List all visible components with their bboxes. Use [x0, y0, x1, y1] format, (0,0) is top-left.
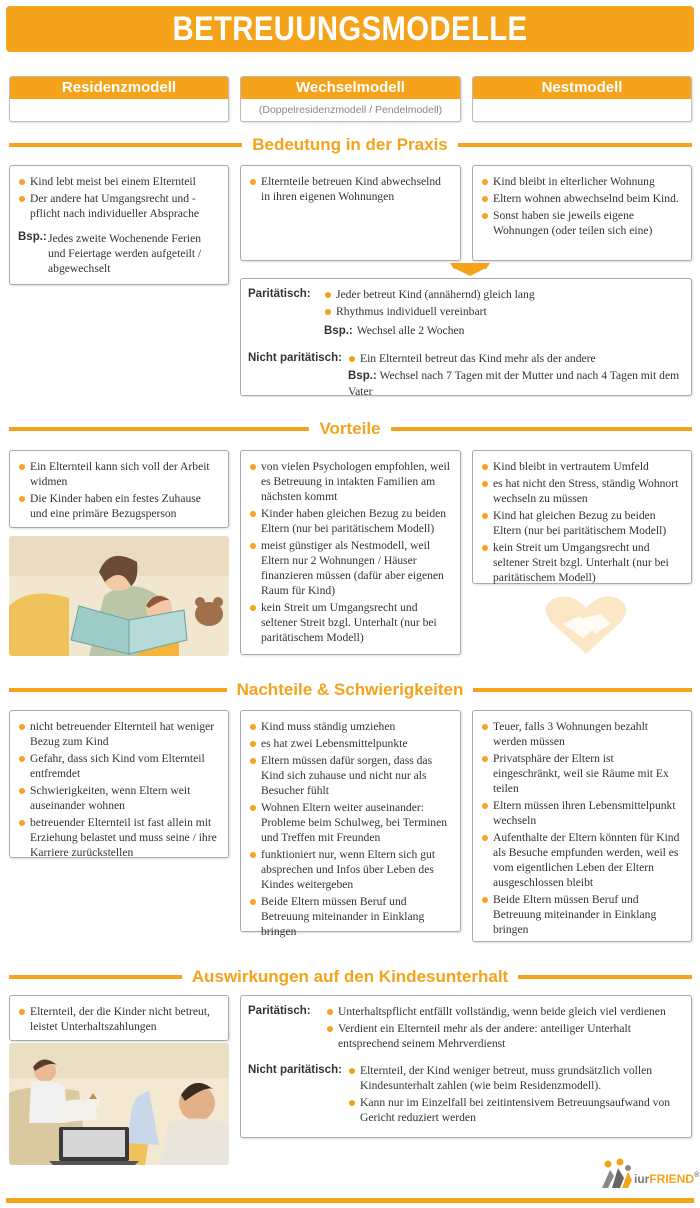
praxis-wechsel-box: [240, 165, 461, 261]
heart-handshake-icon: [543, 594, 629, 658]
reading-illustration-icon: [9, 536, 229, 656]
section-vorteile-title: Vorteile: [309, 419, 390, 438]
list-item: Beide Eltern müssen Beruf und Betreuung miteinander in Einklang bringen: [481, 892, 683, 937]
vorteile-residenz-box: [9, 450, 229, 528]
list-item: Teuer, falls 3 Wohnungen bezahlt werden müssen: [481, 719, 683, 749]
list-item: Kind hat gleichen Bezug zu beiden Eltern (nur bei paritätischem Modell): [481, 508, 683, 538]
nicht-paritaet-row: [248, 351, 684, 399]
list-item: Privatsphäre der Eltern ist eingeschränkt, weil sie Räume mit Ex teilen: [481, 751, 683, 796]
list-item: Kind bleibt in elterlicher Wohnung: [481, 174, 683, 189]
list-item: betreuender Elternteil ist fast allein mit Erziehung belastet und muss seine / ihre Karriere zurückstellen: [18, 815, 220, 860]
list-item: Eltern müssen dafür sorgen, dass das Kind sich zuhause und nicht nur als Besucher fühlt: [249, 753, 452, 798]
mother-child-reading-illustration: [9, 536, 229, 656]
list-item: Ein Elternteil kann sich voll der Arbeit widmen: [18, 459, 220, 489]
example-label: Bsp.:: [18, 231, 47, 243]
section-praxis-wrap: [0, 134, 700, 156]
section-unterhalt-title: Auswirkungen auf den Kindesunterhalt: [182, 967, 518, 986]
unterhalt-wechsel-box: [240, 995, 692, 1138]
list-item: Elternteil, der die Kinder nicht betreut, leistet Unterhaltszahlungen: [18, 1004, 220, 1034]
example-label: Bsp.:: [324, 325, 353, 337]
list-item: Kann nur im Einzelfall bei zeitintensivem Betreuungsaufwand von Gericht reduziert werden: [348, 1095, 684, 1125]
logo-text-b: FRIEND: [649, 1172, 695, 1186]
nicht-paritaet-label: Nicht paritätisch:: [248, 352, 342, 364]
unterhalt-nicht-paritaet-row: [248, 1063, 684, 1127]
paritaet-example: [324, 321, 535, 339]
list-item: kein Streit um Umgangsrecht und seltener Streit bzgl. Unterhalt (nur bei paritätischem Modell): [249, 600, 452, 645]
nachteile-nest-box: [472, 710, 692, 942]
list-item: kein Streit um Umgangsrecht und seltener Streit bzgl. Unterhalt (nur bei paritätischem Modell): [481, 540, 683, 585]
example-text: Wechsel alle 2 Wochen: [356, 324, 465, 337]
example-text: Jedes zweite Wochenende Ferien und Feiertage werden aufgeteilt / abgewechselt: [48, 232, 202, 275]
list-item: Jeder betreut Kind (annähernd) gleich lang: [324, 287, 535, 302]
list-item: Elternteile betreuen Kind abwechselnd in ihren eigenen Wohnungen: [249, 174, 452, 204]
bottom-bar: [6, 1198, 694, 1203]
model-residenz-name: Residenzmodell: [10, 77, 228, 99]
list-item: Kind muss ständig umziehen: [249, 719, 452, 734]
model-residenz: [9, 76, 229, 122]
list-item: Wohnen Eltern weiter auseinander: Probleme beim Schulweg, bei Terminen und Treffen mit Freunden: [249, 800, 452, 845]
model-wechsel-sub: (Doppelresidenzmodell / Pendelmodell): [258, 104, 443, 116]
list-item: Beide Eltern müssen Beruf und Betreuung miteinander in Einklang bringen: [249, 894, 452, 939]
man-laptop-dog-illustration: [9, 1043, 229, 1165]
model-nest: [472, 76, 692, 122]
logo-figures-icon: [600, 1158, 634, 1190]
nachteile-wechsel-box: [240, 710, 461, 938]
list-item: Unterhaltspflicht entfällt vollständig, wenn beide gleich viel verdienen: [326, 1004, 684, 1019]
unterhalt-paritaet-row: [248, 1004, 684, 1053]
model-wechsel: [240, 76, 461, 122]
praxis-residenz-example: [18, 231, 220, 276]
praxis-nest-box: [472, 165, 692, 261]
list-item: von vielen Psychologen empfohlen, weil es Betreuung in intakten Familien am nächsten kommt: [249, 459, 452, 504]
wechsel-detail-box: [240, 278, 692, 396]
unterhalt-nicht-paritaet-label: Nicht paritätisch:: [248, 1064, 342, 1076]
logo-text: [634, 1172, 699, 1186]
section-nachteile-wrap: [0, 679, 700, 701]
iurfriend-logo: [600, 1158, 700, 1192]
list-item: Aufenthalte der Eltern könnten für Kind als Besuche empfunden werden, weil es vom eigentlichen Leben der Eltern ausgeschlossen bleibt: [481, 830, 683, 890]
laptop-illustration-icon: [9, 1043, 229, 1165]
logo-mark: ®: [694, 1172, 700, 1179]
list-item: Kind lebt meist bei einem Elternteil: [18, 174, 220, 189]
list-item: Die Kinder haben ein festes Zuhause und eine primäre Bezugsperson: [18, 491, 220, 521]
example-text: Wechsel nach 7 Tagen mit der Mutter und nach 4 Tagen mit dem Vater: [348, 369, 680, 398]
list-item: Eltern wohnen abwechselnd beim Kind.: [481, 191, 683, 206]
list-item: Rhythmus individuell vereinbart: [324, 304, 535, 319]
paritaet-row: [248, 287, 684, 339]
list-item: es hat nicht den Stress, ständig Wohnort wechseln zu müssen: [481, 476, 683, 506]
unterhalt-residenz-box: [9, 995, 229, 1041]
unterhalt-paritaet-label: Paritätisch:: [248, 1005, 311, 1017]
example-label: Bsp.:: [348, 370, 377, 382]
section-praxis-title: Bedeutung in der Praxis: [242, 135, 458, 154]
vorteile-wechsel-box: [240, 450, 461, 655]
list-item: Elternteil, der Kind weniger betreut, muss grundsätzlich vollen Kindesunterhalt zahlen (wie beim Residenzmodell).: [348, 1063, 684, 1093]
nicht-paritaet-example: [348, 368, 684, 399]
model-nest-name: Nestmodell: [473, 77, 691, 99]
list-item: es hat zwei Lebensmittelpunkte: [249, 736, 452, 751]
list-item: Kinder haben gleichen Bezug zu beiden Eltern (nur bei paritätischem Modell): [249, 506, 452, 536]
list-item: Der andere hat Umgangsrecht und -pflicht nach individueller Absprache: [18, 191, 220, 221]
list-item: Gefahr, dass sich Kind vom Elternteil entfremdet: [18, 751, 220, 781]
section-vorteile-wrap: [0, 418, 700, 440]
section-nachteile-title: Nachteile & Schwierigkeiten: [227, 680, 474, 699]
paritaet-label: Paritätisch:: [248, 288, 311, 300]
page-title: BETREUUNGSMODELLE: [172, 10, 528, 48]
list-item: meist günstiger als Nestmodell, weil Eltern nur 2 Wohnungen / Häuser finanzieren müssen (dafür aber eigenen Raum für Kind): [249, 538, 452, 598]
list-item: funktioniert nur, wenn Eltern sich gut absprechen und Infos über Leben des Kindes weitergeben: [249, 847, 452, 892]
logo-text-a: iur: [634, 1172, 650, 1186]
down-arrow-icon: [450, 263, 490, 277]
nachteile-residenz-box: [9, 710, 229, 858]
model-wechsel-name: Wechselmodell: [241, 77, 460, 99]
list-item: nicht betreuender Elternteil hat weniger Bezug zum Kind: [18, 719, 220, 749]
list-item: Sonst haben sie jeweils eigene Wohnungen (oder teilen sich eine): [481, 208, 683, 238]
list-item: Ein Elternteil betreut das Kind mehr als der andere: [348, 351, 684, 366]
list-item: Schwierigkeiten, wenn Eltern weit auseinander wohnen: [18, 783, 220, 813]
list-item: Eltern müssen ihren Lebensmittelpunkt wechseln: [481, 798, 683, 828]
praxis-residenz-box: [9, 165, 229, 285]
list-item: Kind bleibt in vertrautem Umfeld: [481, 459, 683, 474]
section-unterhalt-wrap: [0, 966, 700, 988]
vorteile-nest-box: [472, 450, 692, 584]
list-item: Verdient ein Elternteil mehr als der andere: anteiliger Unterhalt entsprechend seinem Mehrverdienst: [326, 1021, 684, 1051]
